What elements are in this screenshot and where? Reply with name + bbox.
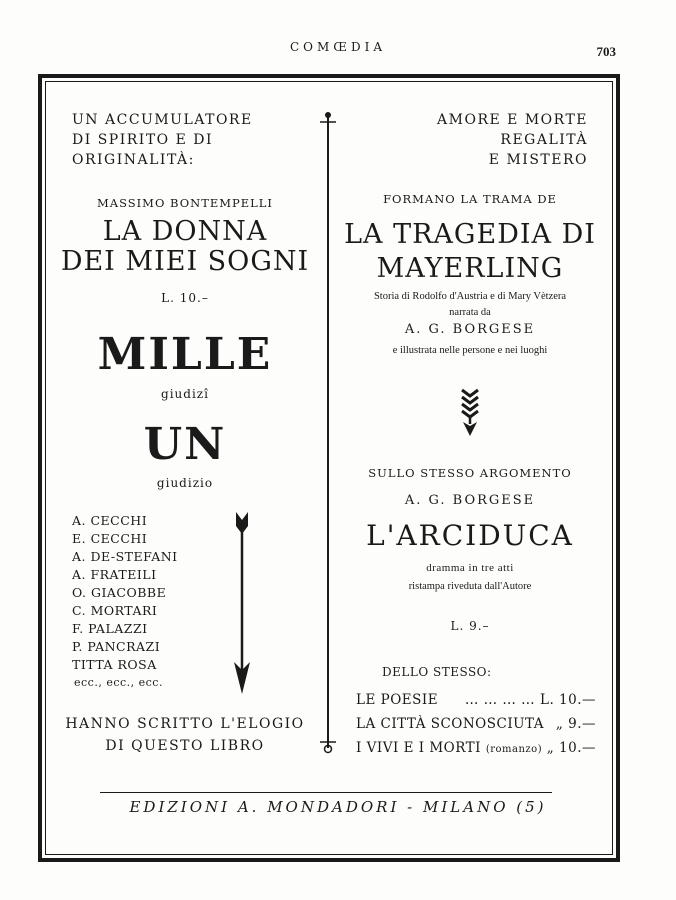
- giudizio-label: giudizio: [156, 476, 214, 490]
- formano-line: FORMANO LA TRAMA DE: [383, 192, 557, 206]
- author-borgese: A. G. BORGESE: [404, 322, 536, 337]
- chevron-arrow-down-icon: [460, 388, 480, 438]
- book-price: „ 9.—: [555, 716, 596, 732]
- author-bontempelli: MASSIMO BONTEMPELLI: [97, 196, 273, 210]
- storia-line: Storia di Rodolfo d'Austria e di Mary Vètzera: [373, 291, 567, 302]
- critic-name: TITTA ROSA: [72, 657, 157, 672]
- critic-name: C. MORTARI: [72, 603, 158, 618]
- book-list-item: [356, 740, 596, 760]
- author-borgese-2: A. G. BORGESE: [404, 493, 536, 508]
- closing-statement: [60, 713, 310, 757]
- dramma-line: dramma in tre atti: [426, 562, 514, 574]
- closing-line: HANNO SCRITTO L'ELOGIO: [65, 716, 305, 732]
- critic-name: F. PALAZZI: [72, 621, 148, 636]
- arrow-down-icon: [232, 512, 252, 696]
- critic-name: A. CECCHI: [72, 513, 148, 528]
- critic-name: A. FRATEILI: [72, 567, 157, 582]
- giudizi-label: giudizî: [161, 387, 209, 401]
- intro-line: ORIGINALITÀ:: [72, 152, 195, 168]
- intro-line: AMORE E MORTE: [437, 112, 588, 128]
- book-price: … … … … L. 10.—: [464, 692, 596, 708]
- book-price: „ 10.—: [546, 740, 596, 756]
- critics-list: [72, 512, 178, 692]
- intro-line: DI SPIRITO E DI: [72, 132, 214, 148]
- critic-name: A. DE-STEFANI: [72, 549, 178, 564]
- ristampa-line: ristampa riveduta dall'Autore: [408, 581, 532, 592]
- closing-line: DI QUESTO LIBRO: [105, 738, 265, 754]
- price-arciduca: L. 9.–: [450, 619, 490, 633]
- price-donna: L. 10.–: [161, 291, 209, 305]
- journal-header: COMŒDIA: [290, 40, 386, 54]
- storia-line: narrata da: [449, 307, 491, 318]
- title-line: DEI MIEI SOGNI: [60, 246, 310, 277]
- dello-stesso-label: DELLO STESSO:: [382, 665, 492, 679]
- storia-text: [340, 289, 600, 321]
- mille-heading: MILLE: [97, 329, 273, 380]
- sullo-line: SULLO STESSO ARGOMENTO: [368, 466, 572, 480]
- right-intro: [437, 110, 588, 170]
- book-list-item: [356, 692, 596, 712]
- left-intro: [72, 110, 253, 170]
- title-line: LA DONNA: [102, 216, 268, 247]
- critic-name: E. CECCHI: [72, 531, 148, 546]
- book-note: (romanzo): [485, 744, 543, 755]
- footer-rule: [100, 792, 552, 793]
- title-line: MAYERLING: [376, 253, 564, 284]
- intro-line: E MISTERO: [488, 152, 588, 168]
- illustrata-line: e illustrata nelle persone e nei luoghi: [392, 345, 548, 356]
- page-number: 703: [596, 44, 616, 59]
- book-name: LA CITTÀ SCONOSCIUTA: [356, 716, 545, 732]
- critic-name: ecc., ecc., ecc.: [74, 676, 163, 689]
- publisher-line: EDIZIONI A. MONDADORI - MILANO (5): [129, 798, 547, 816]
- critic-name: P. PANCRAZI: [72, 639, 161, 654]
- intro-line: REGALITÀ: [500, 132, 588, 148]
- book-name: I VIVI E I MORTI: [356, 740, 482, 756]
- center-divider: [318, 108, 338, 760]
- book-title-arciduca: L'ARCIDUCA: [366, 519, 574, 552]
- un-heading: UN: [143, 419, 227, 470]
- book-list-item: [356, 716, 596, 736]
- book-name: LE POESIE: [356, 692, 439, 708]
- book-title-mayerling: [340, 218, 600, 286]
- intro-line: UN ACCUMULATORE: [72, 112, 253, 128]
- book-title-donna: [60, 217, 310, 277]
- critic-name: O. GIACOBBE: [72, 585, 167, 600]
- title-line: LA TRAGEDIA DI: [344, 219, 596, 250]
